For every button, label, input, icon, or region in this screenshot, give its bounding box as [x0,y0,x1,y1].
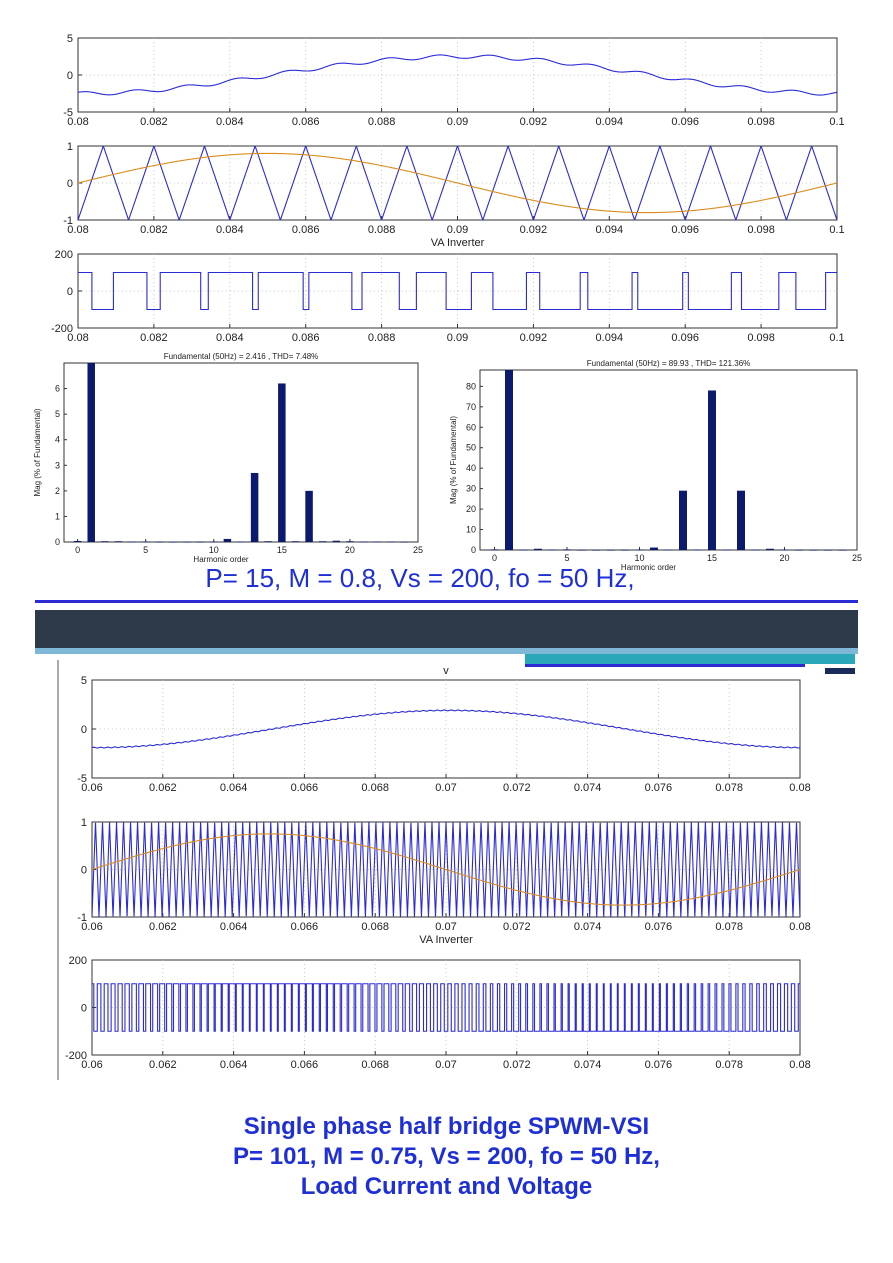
slide-divider-band [0,600,893,680]
x-tick-label: 0.084 [216,116,244,128]
bar-h18 [319,541,326,542]
x-tick-label: 0.086 [291,332,320,344]
plot-frame [480,370,857,550]
y-tick-label: 0 [54,537,60,547]
divider-light-band [35,648,858,654]
plot-title: v [443,665,449,677]
x-tick-label: 0.09 [446,332,469,344]
bar-h1 [505,370,513,550]
x-tick-label: 0.064 [219,782,248,794]
x-axis-label: Harmonic order [620,563,677,572]
y-tick-label: 0 [80,724,87,736]
x-tick-label: 0.08 [789,921,811,933]
bar-h17 [305,491,312,542]
x-tick-label: 0.082 [140,224,168,236]
plot-frame [64,363,418,542]
divider-accent-line [525,664,805,667]
x-tick-label: 0.07 [435,1059,457,1071]
bar-h7 [169,542,176,543]
panel-2 [63,141,844,249]
bar-h7 [592,550,600,551]
x-tick-label: 0.064 [219,921,248,933]
bar-h16 [723,550,731,551]
y-tick-label: -200 [64,1050,87,1062]
y-tick-label: 10 [465,524,476,535]
bar-h22 [810,550,818,551]
x-tick-label: 0.09 [446,224,469,236]
x-tick-label: 0.084 [216,332,244,344]
bar-h15 [278,383,285,542]
y-tick-label: 30 [465,483,476,494]
bar-h16 [292,541,299,542]
x-tick-label: 0.072 [503,1059,531,1071]
panel-1 [63,33,844,128]
y-tick-label: -5 [77,773,87,785]
panel-8 [65,955,811,1071]
bar-h13 [251,473,258,542]
panel-3 [51,249,845,344]
plot-title: Fundamental (50Hz) = 2.416 , THD= 7.48% [163,352,319,361]
x-tick-label: 0.088 [367,116,396,128]
x-tick-label: 0.1 [829,332,845,344]
x-tick-label: 0.088 [367,224,396,236]
plot-title: Fundamental (50Hz) = 89.93 , THD= 121.36% [586,359,751,368]
x-tick-label: 0 [75,545,81,555]
x-axis-label: VA Inverter [419,934,473,946]
x-tick-label: 15 [706,553,718,563]
x-tick-label: 0.082 [140,116,168,128]
x-tick-label: 0.092 [519,332,548,344]
x-tick-label: 0.062 [149,1059,177,1071]
bar-h6 [578,550,586,551]
y-tick-label: 0 [470,545,476,555]
x-tick-label: 0.094 [595,224,624,236]
x-tick-label: 0.078 [715,1059,743,1071]
bar-h24 [401,542,408,543]
x-tick-label: 0.076 [644,921,673,933]
bar-h4 [549,550,557,551]
panel-6 [77,665,810,794]
y-tick-label: 0 [80,1002,87,1015]
x-tick-label: 0.06 [81,782,103,794]
y-tick-label: 5 [66,33,73,45]
y-axis-label: Mag (% of Fundamental) [449,415,458,505]
x-tick-label: 0.098 [747,116,775,128]
y-tick-label: 0 [66,70,73,82]
x-tick-label: 0.066 [290,782,319,794]
x-tick-label: 0.066 [290,1059,319,1071]
x-tick-label: 0.076 [644,1059,673,1071]
y-tick-label: 6 [54,383,60,394]
divider-top-line [35,600,858,603]
x-axis-label: Harmonic order [193,555,249,564]
x-axis-label: VA Inverter [430,237,485,249]
panel-7 [77,817,810,946]
x-tick-label: 20 [344,545,355,555]
bar-h20 [346,541,353,542]
bar-h17 [737,491,745,550]
bar-h21 [360,541,367,542]
bar-h21 [795,550,803,551]
caption-top: P= 15, M = 0.8, Vs = 200, fo = 50 Hz, [205,563,635,593]
y-tick-label: 5 [80,675,87,687]
x-tick-label: 0.068 [361,1059,389,1071]
x-tick-label: 0.064 [219,1059,248,1071]
bar-h0 [491,549,499,550]
bar-h20 [781,550,789,551]
x-tick-label: 0.092 [519,224,548,236]
bar-h14 [264,541,271,542]
x-tick-label: 0.096 [671,116,699,128]
caption-bottom-line1: Single phase half bridge SPWM-VSI [243,1113,650,1140]
x-tick-label: 10 [208,545,219,555]
bar-h22 [373,541,380,542]
bar-h2 [101,541,108,542]
x-tick-label: 0.07 [435,782,457,794]
y-tick-label: 20 [465,504,476,515]
y-axis-label: Mag (% of Fundamental) [33,408,42,497]
panel-4 [33,352,423,564]
x-tick-label: 0.072 [503,782,531,794]
bar-h10 [210,541,217,542]
y-tick-label: 0 [66,178,73,190]
y-tick-label: 50 [465,442,476,453]
x-tick-label: 0.08 [67,116,89,128]
x-tick-label: 5 [143,545,149,555]
x-tick-label: 0.098 [747,224,775,236]
x-tick-label: 0.062 [149,782,177,794]
y-tick-label: 0 [80,864,87,877]
x-tick-label: 25 [412,545,424,555]
y-tick-label: 200 [68,955,87,967]
x-tick-label: 0.082 [140,332,168,344]
bar-h5 [563,549,571,550]
x-tick-label: 0.06 [81,1059,103,1071]
bar-h9 [196,542,203,543]
divider-accent-band [525,654,855,664]
x-tick-label: 0.08 [789,1059,811,1071]
x-tick-label: 0.074 [573,1059,602,1071]
bar-h8 [183,542,190,543]
y-tick-label: 200 [54,249,73,261]
x-tick-label: 0.07 [435,921,457,933]
x-tick-label: 0.08 [67,224,89,236]
x-tick-label: 0.094 [595,116,624,128]
y-tick-label: 5 [54,409,60,420]
panel-5 [449,359,862,572]
x-tick-label: 0.086 [291,224,320,236]
x-tick-label: 0.062 [149,921,177,933]
x-tick-label: 0.094 [595,332,624,344]
y-tick-label: 0 [66,286,73,298]
x-tick-label: 15 [276,545,287,555]
bar-h23 [824,550,832,551]
divider-dark-band [35,610,858,648]
x-tick-label: 0.1 [829,116,845,128]
bar-h4 [128,541,135,542]
x-tick-label: 10 [634,553,645,563]
x-tick-label: 0.072 [503,921,531,933]
bar-h19 [333,541,340,542]
y-tick-label: 1 [80,817,87,829]
x-tick-label: 20 [779,553,790,563]
x-tick-label: 0.098 [747,332,775,344]
x-tick-label: 25 [851,553,863,563]
x-tick-label: 0.09 [446,116,469,128]
bar-h15 [708,390,716,550]
x-tick-label: 0.084 [216,224,244,236]
bar-h3 [115,541,122,542]
bar-h23 [387,541,394,542]
bar-h24 [839,550,847,551]
x-tick-label: 0.068 [361,782,389,794]
caption-bottom-line3: Load Current and Voltage [300,1173,593,1200]
x-tick-label: 0.096 [671,224,699,236]
y-tick-label: 70 [465,401,476,412]
x-tick-label: 0.074 [573,782,602,794]
y-tick-label: 1 [66,141,73,153]
x-tick-label: 0.068 [361,921,389,933]
bar-h12 [665,550,673,551]
x-tick-label: 0.074 [573,921,602,933]
bar-h5 [142,541,149,542]
y-tick-label: 80 [465,381,476,392]
bar-h2 [520,550,528,551]
x-tick-label: 0.086 [291,116,320,128]
x-tick-label: 5 [564,553,570,563]
y-tick-label: 1 [54,511,60,522]
x-tick-label: 0.076 [644,782,673,794]
x-tick-label: 0.08 [67,332,89,344]
y-tick-label: -1 [63,215,73,227]
x-tick-label: 0.096 [671,332,699,344]
bar-h9 [621,550,629,551]
x-tick-label: 0 [491,553,498,563]
y-tick-label: 3 [54,460,60,471]
bar-h14 [694,550,702,551]
x-tick-label: 0.066 [290,921,319,933]
bar-h0 [74,541,81,542]
x-tick-label: 0.1 [829,224,845,236]
bar-h3 [534,549,542,550]
bar-h11 [650,548,658,550]
bar-h18 [752,550,760,551]
bar-h1 [87,363,94,542]
bar-h8 [607,550,615,551]
caption-bottom-line2: P= 101, M = 0.75, Vs = 200, fo = 50 Hz, [233,1143,660,1170]
x-tick-label: 0.078 [715,782,743,794]
bar-h6 [156,542,163,543]
x-tick-label: 0.088 [367,332,396,344]
y-tick-label: 2 [54,485,60,496]
x-tick-label: 0.092 [519,116,548,128]
y-tick-label: -5 [63,107,73,119]
y-tick-label: 40 [465,463,476,474]
divider-corner [825,668,855,674]
bar-h11 [224,539,231,542]
bar-h10 [636,550,644,551]
x-tick-label: 0.08 [789,782,811,794]
y-tick-label: 60 [465,422,476,433]
y-tick-label: -200 [50,323,73,335]
y-tick-label: -1 [77,912,87,924]
bar-h12 [237,541,244,542]
y-tick-label: 4 [54,434,60,445]
x-tick-label: 0.078 [715,921,743,933]
x-tick-label: 0.06 [81,921,103,933]
bar-h13 [679,491,687,550]
bar-h19 [766,549,774,550]
caption-bottom [0,1112,893,1202]
